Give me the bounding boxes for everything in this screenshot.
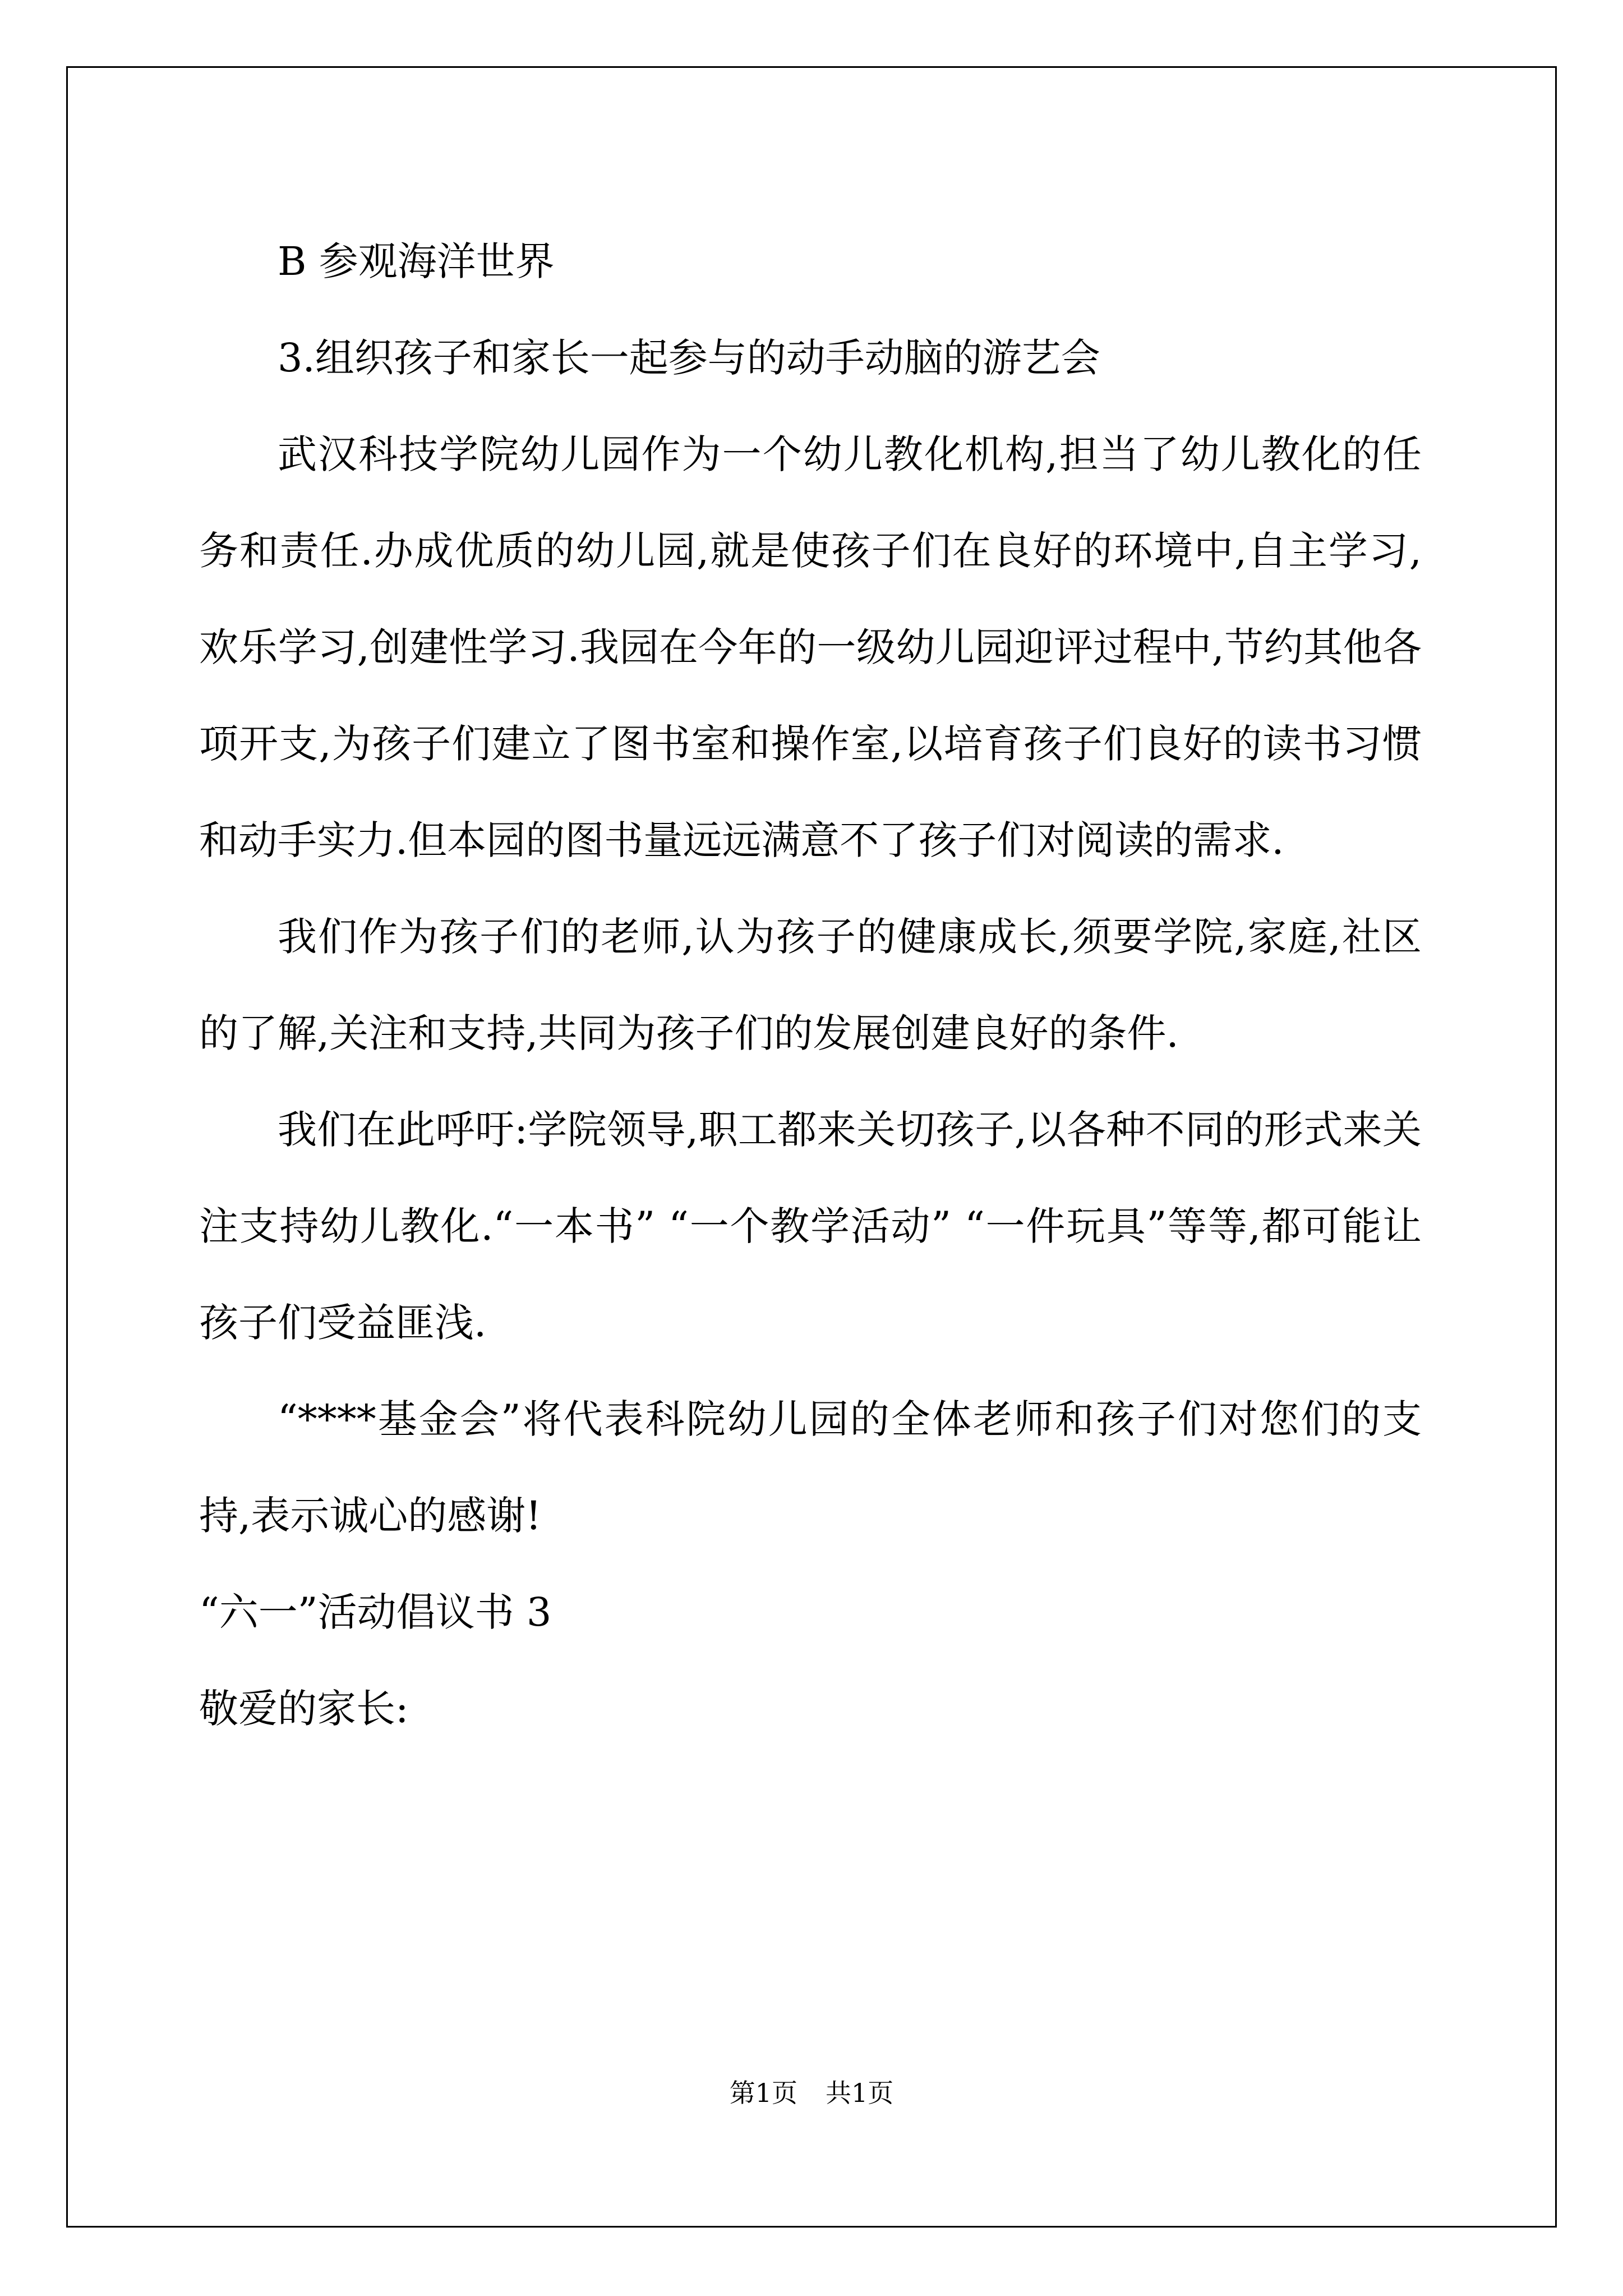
page-total: 共1页 bbox=[826, 2078, 894, 2108]
paragraph: 武汉科技学院幼儿园作为一个幼儿教化机构,担当了幼儿教化的任务和责任.办成优质的幼儿园,就是使孩子们在良好的环境中,自主学习,欢乐学习,创建性学习.我园在今年的一级幼儿园迎评过程中,节约其他各项开支,为孩子们建立了图书室和操作室,以培育孩子们良好的读书习惯和动手实力.但本园的图书量远远满意不了孩子们对阅读的需求. bbox=[199, 431, 1422, 863]
paragraph: “****基金会”将代表科院幼儿园的全体老师和孩子们对您们的支持,表示诚心的感谢! bbox=[199, 1396, 1422, 1539]
document-body bbox=[199, 213, 1422, 1757]
paragraph: 3.组织孩子和家长一起参与的动手动脑的游艺会 bbox=[278, 335, 1100, 381]
page-number: 第1页 bbox=[729, 2078, 797, 2108]
paragraph: B 参观海洋世界 bbox=[278, 238, 555, 284]
page-footer bbox=[0, 2073, 1623, 2110]
section-heading: “六一”活动倡议书 3 bbox=[199, 1589, 552, 1635]
paragraph: 我们在此呼吁:学院领导,职工都来关切孩子,以各种不同的形式来关注支持幼儿教化.“一本书” “一个教学活动” “一件玩具”等等,都可能让孩子们受益匪浅. bbox=[199, 1107, 1422, 1346]
paragraph: 我们作为孩子们的老师,认为孩子的健康成长,须要学院,家庭,社区的了解,关注和支持,共同为孩子们的发展创建良好的条件. bbox=[199, 914, 1422, 1056]
salutation: 敬爱的家长: bbox=[199, 1686, 409, 1732]
